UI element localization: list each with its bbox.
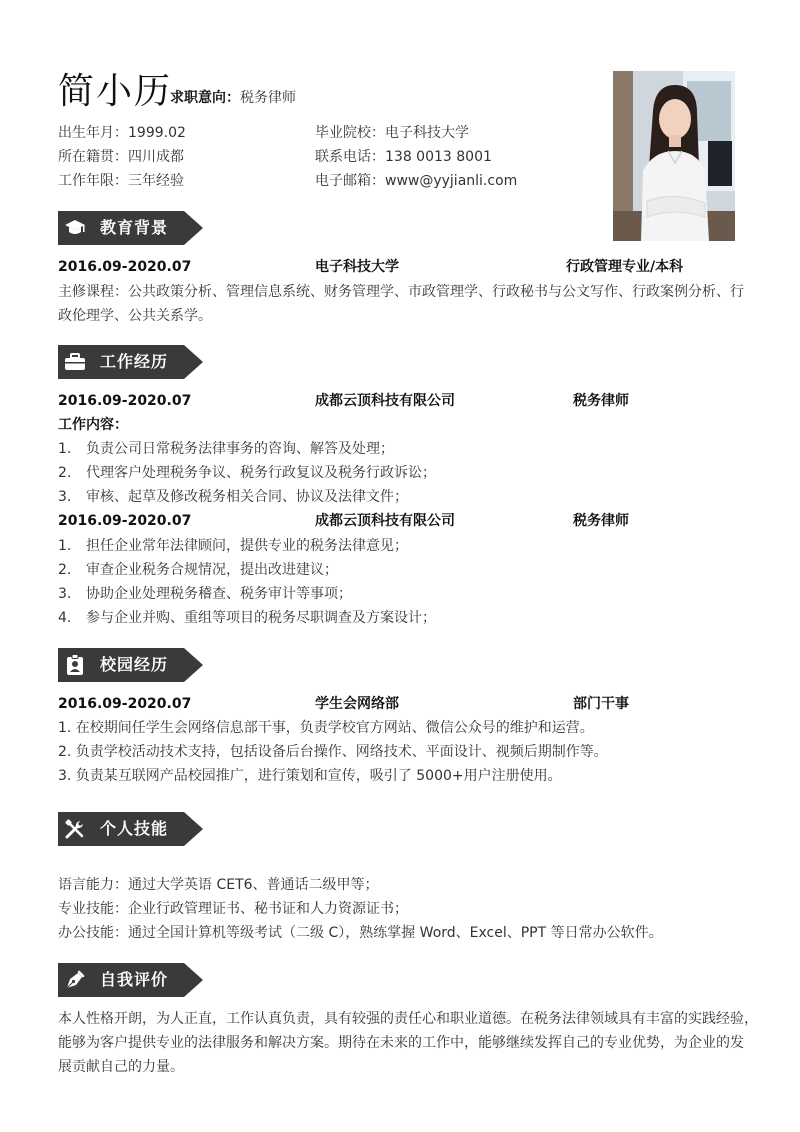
campus-role: 部门干事 bbox=[573, 696, 629, 712]
self-eval-line-2: 能够为客户提供专业的法律服务和解决方案。期待在未来的工作中，能够继续发挥自己的专业优势，为企业的发 bbox=[58, 1035, 744, 1051]
edu-courses-line-1: 主修课程：公共政策分析、管理信息系统、财务管理学、市政管理学、行政秘书与公文写作、行政案例分析、行 bbox=[58, 284, 744, 300]
job-1-item-1 bbox=[58, 437, 394, 461]
item-number: 3. bbox=[58, 489, 72, 505]
campus-date: 2016.09-2020.07 bbox=[58, 696, 192, 712]
job-1-role: 税务律师 bbox=[573, 393, 629, 409]
self-eval-line-1: 本人性格开朗，为人正直，工作认真负责，具有较强的责任心和职业道德。在税务法律领域具有丰富的实践经验， bbox=[58, 1011, 758, 1027]
job-2-date: 2016.09-2020.07 bbox=[58, 513, 192, 529]
pen-nib-icon bbox=[64, 969, 86, 991]
tools-icon bbox=[64, 818, 86, 840]
section-title: 工作经历 bbox=[100, 352, 169, 371]
section-work bbox=[58, 345, 203, 379]
item-number: 4. bbox=[58, 610, 72, 626]
briefcase-icon bbox=[64, 351, 86, 373]
item-text: 担任企业常年法律顾问，提供专业的税务法律意见； bbox=[86, 538, 408, 554]
item-text: 代理客户处理税务争议、税务行政复议及税务行政诉讼； bbox=[86, 465, 436, 481]
skill-office: 办公技能：通过全国计算机等级考试（二级 C），熟练掌握 Word、Excel、PPT 等日常办公软件。 bbox=[58, 925, 663, 941]
job-2-item-3 bbox=[58, 582, 352, 606]
job-2-role: 税务律师 bbox=[573, 513, 629, 529]
info-years: 工作年限：三年经验 bbox=[58, 173, 184, 189]
campus-item-2: 2. 负责学校活动技术支持，包括设备后台操作、网络技术、平面设计、视频后期制作等。 bbox=[58, 744, 608, 760]
section-education bbox=[58, 211, 203, 245]
profile-photo-art bbox=[613, 71, 735, 241]
graduation-cap-icon bbox=[64, 217, 86, 239]
info-school: 毕业院校：电子科技大学 bbox=[315, 125, 469, 141]
item-text: 审核、起草及修改税务相关合同、协议及法律文件； bbox=[86, 489, 408, 505]
section-campus bbox=[58, 648, 203, 682]
job-1-company: 成都云顶科技有限公司 bbox=[315, 393, 455, 409]
section-self-eval bbox=[58, 963, 203, 997]
job-1-item-3 bbox=[58, 485, 408, 509]
item-text: 负责公司日常税务法律事务的咨询、解答及处理； bbox=[86, 441, 394, 457]
item-number: 2. bbox=[58, 465, 72, 481]
candidate-name: 简小历 bbox=[58, 71, 173, 112]
edu-date: 2016.09-2020.07 bbox=[58, 259, 192, 275]
section-title: 自我评价 bbox=[100, 970, 169, 989]
item-number: 1. bbox=[58, 538, 72, 554]
id-badge-icon bbox=[64, 654, 86, 676]
item-number: 1. bbox=[58, 441, 72, 457]
skill-professional: 专业技能：企业行政管理证书、秘书证和人力资源证书； bbox=[58, 901, 408, 917]
campus-org: 学生会网络部 bbox=[315, 696, 399, 712]
skill-language: 语言能力：通过大学英语 CET6、普通话二级甲等； bbox=[58, 877, 379, 893]
job-intent bbox=[170, 88, 296, 108]
job-intent-label: 求职意向： bbox=[170, 90, 240, 106]
item-text: 协助企业处理税务稽查、税务审计等事项； bbox=[86, 586, 352, 602]
info-email: 电子邮箱：www@yyjianli.com bbox=[315, 173, 518, 189]
section-title: 个人技能 bbox=[100, 819, 169, 838]
job-intent-value: 税务律师 bbox=[240, 90, 296, 106]
edu-school: 电子科技大学 bbox=[315, 259, 399, 275]
job-2-item-1 bbox=[58, 534, 408, 558]
item-text: 审查企业税务合规情况，提出改进建议； bbox=[86, 562, 338, 578]
campus-item-3: 3. 负责某互联网产品校园推广，进行策划和宣传，吸引了 5000+用户注册使用。 bbox=[58, 768, 562, 784]
item-number: 3. bbox=[58, 586, 72, 602]
job-2-item-4 bbox=[58, 606, 436, 630]
campus-item-1: 1. 在校期间任学生会网络信息部干事，负责学校官方网站、微信公众号的维护和运营。 bbox=[58, 720, 594, 736]
info-phone: 联系电话：138 0013 8001 bbox=[315, 149, 492, 165]
self-eval-line-3: 展贡献自己的力量。 bbox=[58, 1059, 184, 1075]
job-1-item-2 bbox=[58, 461, 436, 485]
job-2-item-2 bbox=[58, 558, 338, 582]
job-2-company: 成都云顶科技有限公司 bbox=[315, 513, 455, 529]
info-birth: 出生年月：1999.02 bbox=[58, 125, 186, 141]
item-number: 2. bbox=[58, 562, 72, 578]
section-title: 教育背景 bbox=[100, 218, 169, 237]
section-skills bbox=[58, 812, 203, 846]
profile-photo bbox=[613, 71, 735, 241]
edu-major: 行政管理专业/本科 bbox=[566, 259, 684, 275]
info-hometown: 所在籍贯：四川成都 bbox=[58, 149, 184, 165]
job-1-date: 2016.09-2020.07 bbox=[58, 393, 192, 409]
job-1-content-label: 工作内容： bbox=[58, 417, 128, 433]
edu-courses-line-2: 政伦理学、公共关系学。 bbox=[58, 308, 212, 324]
section-title: 校园经历 bbox=[100, 655, 169, 674]
item-text: 参与企业并购、重组等项目的税务尽职调查及方案设计； bbox=[86, 610, 436, 626]
